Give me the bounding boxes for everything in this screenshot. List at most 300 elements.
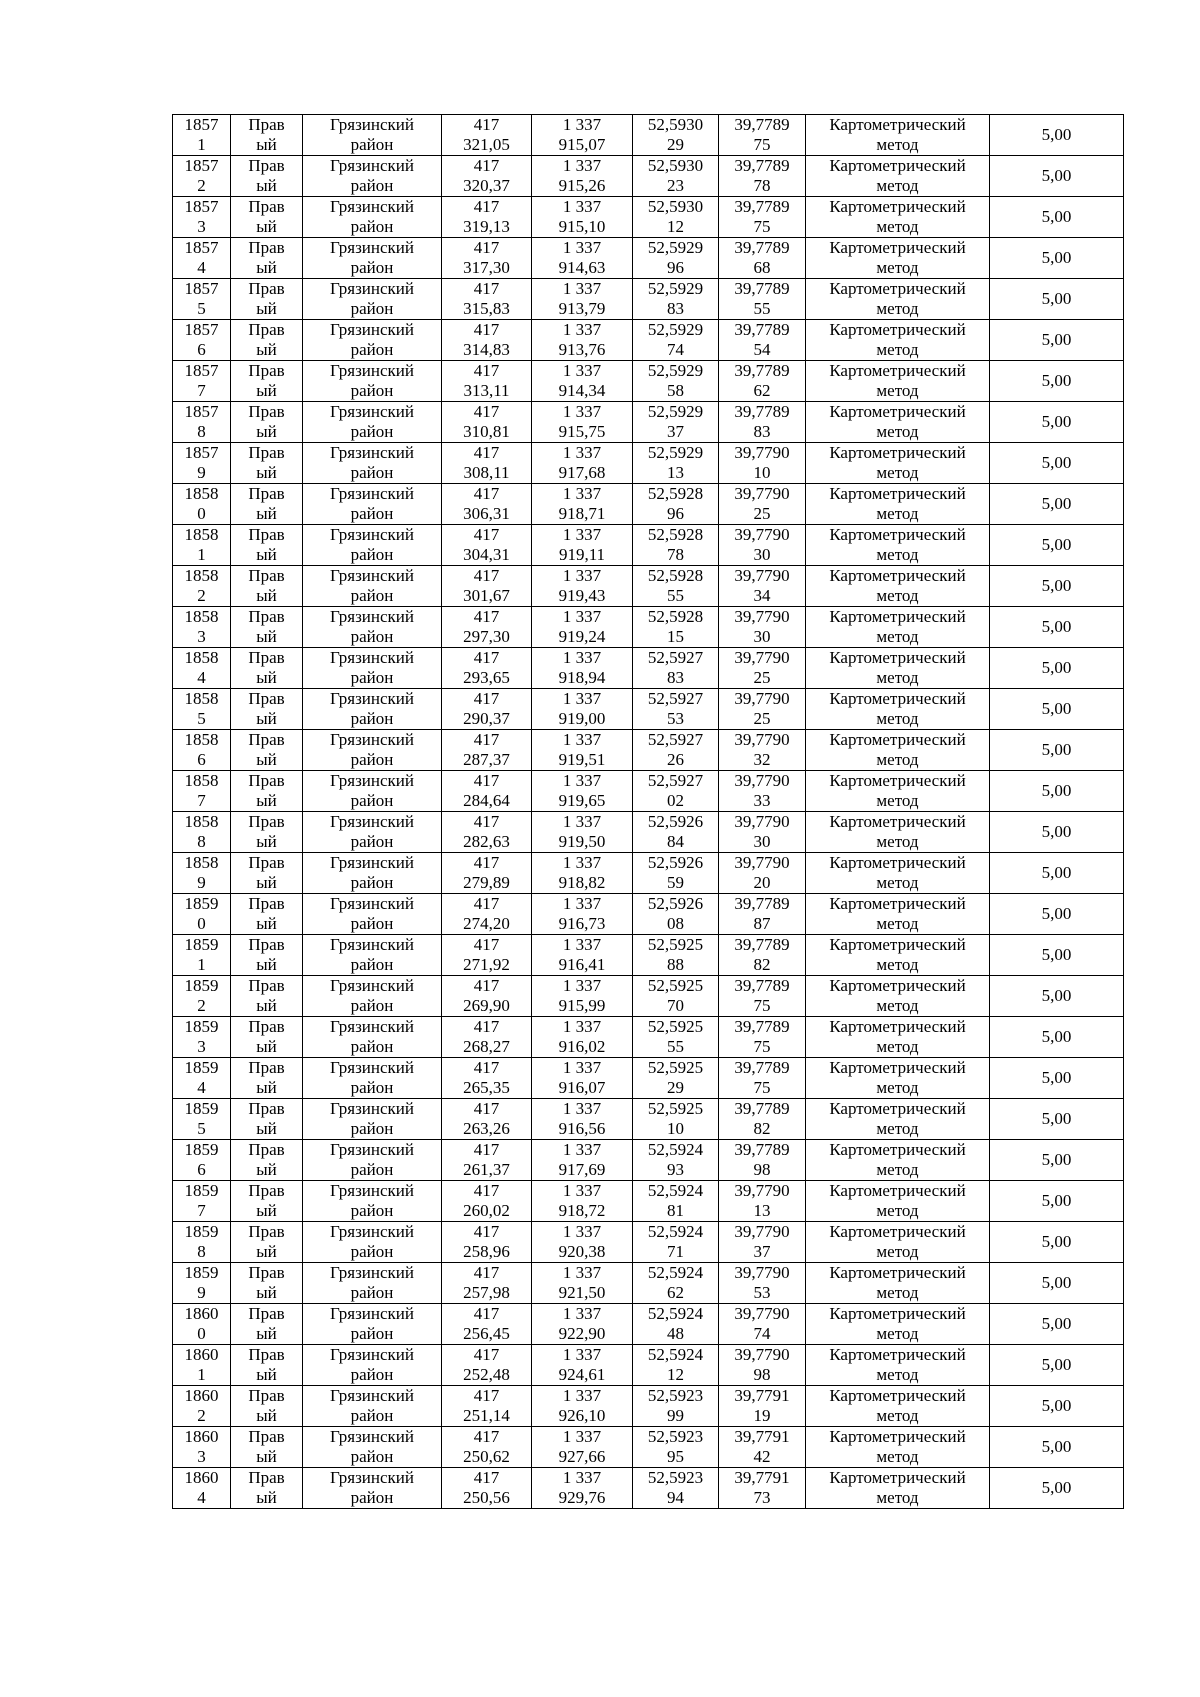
point-number-cell bbox=[173, 648, 231, 689]
x-coordinate-line: 297,30 bbox=[463, 627, 510, 646]
district-line: район bbox=[350, 299, 394, 318]
latitude-line: 52,5928 bbox=[647, 607, 704, 626]
point-number-cell bbox=[173, 115, 231, 156]
district-cell bbox=[303, 1386, 442, 1427]
table-row bbox=[173, 607, 1124, 648]
latitude-line: 52,5929 bbox=[647, 443, 704, 462]
bank-side-line: Прав bbox=[248, 1017, 285, 1036]
latitude-line: 52,5927 bbox=[647, 771, 704, 790]
district-cell bbox=[303, 156, 442, 197]
x-coordinate-cell bbox=[442, 976, 532, 1017]
method-line: метод bbox=[876, 340, 919, 359]
point-number-line: 1858 bbox=[184, 484, 219, 503]
latitude-cell bbox=[633, 443, 719, 484]
bank-side-cell bbox=[231, 115, 303, 156]
x-coordinate-line: 417 bbox=[473, 443, 500, 462]
x-coordinate-cell bbox=[442, 320, 532, 361]
district-line: район bbox=[350, 1365, 394, 1384]
y-coordinate-cell bbox=[532, 730, 633, 771]
y-coordinate-line: 913,76 bbox=[558, 340, 606, 359]
point-number-line: 1858 bbox=[184, 730, 219, 749]
district-cell bbox=[303, 115, 442, 156]
point-number-line: 4 bbox=[197, 258, 206, 277]
accuracy-cell: 5,00 bbox=[990, 976, 1124, 1017]
latitude-cell bbox=[633, 1427, 719, 1468]
x-coordinate-cell bbox=[442, 894, 532, 935]
method-line: Картометрический bbox=[829, 1099, 966, 1118]
latitude-line: 48 bbox=[667, 1324, 684, 1343]
longitude-line: 39,7791 bbox=[734, 1386, 790, 1405]
latitude-cell bbox=[633, 771, 719, 812]
longitude-line: 39,7789 bbox=[734, 1099, 790, 1118]
x-coordinate-line: 417 bbox=[473, 1345, 500, 1364]
x-coordinate-line: 417 bbox=[473, 771, 500, 790]
y-coordinate-cell bbox=[532, 1140, 633, 1181]
longitude-cell bbox=[719, 1058, 806, 1099]
point-number-cell bbox=[173, 361, 231, 402]
point-number-line: 1857 bbox=[184, 361, 219, 380]
latitude-cell bbox=[633, 1017, 719, 1058]
point-number-line: 1860 bbox=[184, 1468, 219, 1487]
longitude-line: 19 bbox=[753, 1406, 771, 1425]
point-number-line: 1859 bbox=[184, 1222, 219, 1241]
district-line: Грязинский bbox=[330, 1222, 414, 1241]
district-line: район bbox=[350, 504, 394, 523]
longitude-line: 78 bbox=[753, 176, 771, 195]
method-line: Картометрический bbox=[829, 197, 966, 216]
district-cell bbox=[303, 1304, 442, 1345]
point-number-line: 1858 bbox=[184, 607, 219, 626]
district-line: район bbox=[350, 832, 394, 851]
point-number-line: 3 bbox=[197, 627, 206, 646]
point-number-line: 1859 bbox=[184, 1263, 219, 1282]
latitude-line: 55 bbox=[667, 1037, 684, 1056]
y-coordinate-line: 1 337 bbox=[562, 1181, 602, 1200]
y-coordinate-line: 914,63 bbox=[558, 258, 606, 277]
district-line: район bbox=[350, 1242, 394, 1261]
x-coordinate-cell bbox=[442, 853, 532, 894]
y-coordinate-line: 1 337 bbox=[562, 566, 602, 585]
method-cell bbox=[806, 320, 990, 361]
bank-side-line: ый bbox=[256, 1201, 277, 1220]
accuracy-cell: 5,00 bbox=[990, 402, 1124, 443]
district-line: район bbox=[350, 750, 394, 769]
latitude-line: 12 bbox=[667, 217, 684, 236]
y-coordinate-line: 915,75 bbox=[558, 422, 606, 441]
latitude-cell bbox=[633, 607, 719, 648]
bank-side-line: ый bbox=[256, 1242, 277, 1261]
latitude-line: 52,5925 bbox=[647, 1099, 704, 1118]
x-coordinate-line: 251,14 bbox=[463, 1406, 510, 1425]
latitude-line: 52,5924 bbox=[647, 1140, 704, 1159]
table-row bbox=[173, 115, 1124, 156]
table-row bbox=[173, 1304, 1124, 1345]
point-number-line: 9 bbox=[197, 463, 206, 482]
latitude-line: 12 bbox=[667, 1365, 684, 1384]
bank-side-line: ый bbox=[256, 1406, 277, 1425]
latitude-cell bbox=[633, 648, 719, 689]
district-line: район bbox=[350, 1119, 394, 1138]
method-cell bbox=[806, 1304, 990, 1345]
x-coordinate-cell bbox=[442, 1345, 532, 1386]
x-coordinate-cell bbox=[442, 443, 532, 484]
bank-side-line: Прав bbox=[248, 689, 285, 708]
y-coordinate-line: 1 337 bbox=[562, 1345, 602, 1364]
x-coordinate-line: 417 bbox=[473, 566, 500, 585]
latitude-line: 74 bbox=[667, 340, 684, 359]
y-coordinate-line: 919,65 bbox=[558, 791, 606, 810]
latitude-cell bbox=[633, 197, 719, 238]
method-cell bbox=[806, 1058, 990, 1099]
longitude-line: 39,7790 bbox=[734, 730, 790, 749]
district-line: Грязинский bbox=[330, 238, 414, 257]
y-coordinate-line: 919,11 bbox=[558, 545, 606, 564]
latitude-line: 13 bbox=[667, 463, 684, 482]
longitude-line: 75 bbox=[753, 135, 771, 154]
longitude-line: 75 bbox=[753, 996, 771, 1015]
x-coordinate-cell bbox=[442, 771, 532, 812]
x-coordinate-line: 417 bbox=[473, 279, 500, 298]
x-coordinate-line: 321,05 bbox=[463, 135, 510, 154]
bank-side-cell bbox=[231, 1468, 303, 1509]
y-coordinate-line: 919,43 bbox=[558, 586, 606, 605]
method-line: метод bbox=[876, 1037, 919, 1056]
bank-side-line: Прав bbox=[248, 197, 285, 216]
y-coordinate-line: 915,99 bbox=[558, 996, 606, 1015]
accuracy-cell: 5,00 bbox=[990, 1468, 1124, 1509]
point-number-line: 1858 bbox=[184, 525, 219, 544]
point-number-line: 1859 bbox=[184, 976, 219, 995]
y-coordinate-cell bbox=[532, 1386, 633, 1427]
bank-side-line: ый bbox=[256, 1119, 277, 1138]
x-coordinate-line: 417 bbox=[473, 156, 500, 175]
accuracy-cell: 5,00 bbox=[990, 320, 1124, 361]
latitude-cell bbox=[633, 894, 719, 935]
longitude-cell bbox=[719, 1099, 806, 1140]
latitude-cell bbox=[633, 1304, 719, 1345]
district-line: Грязинский bbox=[330, 525, 414, 544]
bank-side-line: ый bbox=[256, 1447, 277, 1466]
latitude-line: 96 bbox=[667, 258, 684, 277]
point-number-line: 0 bbox=[197, 914, 206, 933]
latitude-line: 55 bbox=[667, 586, 684, 605]
district-line: район bbox=[350, 135, 394, 154]
x-coordinate-cell bbox=[442, 1304, 532, 1345]
latitude-line: 95 bbox=[667, 1447, 684, 1466]
bank-side-cell bbox=[231, 935, 303, 976]
bank-side-line: ый bbox=[256, 135, 277, 154]
bank-side-cell bbox=[231, 1140, 303, 1181]
point-number-line: 8 bbox=[197, 422, 206, 441]
accuracy-cell: 5,00 bbox=[990, 812, 1124, 853]
x-coordinate-line: 417 bbox=[473, 1222, 500, 1241]
district-line: Грязинский bbox=[330, 402, 414, 421]
y-coordinate-line: 1 337 bbox=[562, 402, 602, 421]
district-line: Грязинский bbox=[330, 1181, 414, 1200]
y-coordinate-line: 1 337 bbox=[562, 1263, 602, 1282]
longitude-line: 25 bbox=[753, 709, 771, 728]
x-coordinate-line: 417 bbox=[473, 1140, 500, 1159]
latitude-cell bbox=[633, 1181, 719, 1222]
method-line: метод bbox=[876, 504, 919, 523]
district-cell bbox=[303, 1263, 442, 1304]
latitude-cell bbox=[633, 525, 719, 566]
longitude-cell bbox=[719, 976, 806, 1017]
y-coordinate-line: 1 337 bbox=[562, 812, 602, 831]
longitude-line: 39,7789 bbox=[734, 1017, 790, 1036]
method-line: метод bbox=[876, 832, 919, 851]
x-coordinate-cell bbox=[442, 197, 532, 238]
x-coordinate-line: 315,83 bbox=[463, 299, 510, 318]
y-coordinate-line: 1 337 bbox=[562, 525, 602, 544]
point-number-cell bbox=[173, 894, 231, 935]
district-line: район bbox=[350, 791, 394, 810]
y-coordinate-cell bbox=[532, 1222, 633, 1263]
accuracy-cell: 5,00 bbox=[990, 730, 1124, 771]
method-line: метод bbox=[876, 217, 919, 236]
bank-side-line: ый bbox=[256, 1488, 277, 1507]
bank-side-line: Прав bbox=[248, 566, 285, 585]
method-line: метод bbox=[876, 586, 919, 605]
y-coordinate-cell bbox=[532, 320, 633, 361]
bank-side-line: Прав bbox=[248, 238, 285, 257]
bank-side-line: Прав bbox=[248, 115, 285, 134]
longitude-line: 75 bbox=[753, 1037, 771, 1056]
table-row bbox=[173, 1140, 1124, 1181]
y-coordinate-line: 1 337 bbox=[562, 607, 602, 626]
x-coordinate-cell bbox=[442, 1263, 532, 1304]
longitude-line: 30 bbox=[753, 627, 771, 646]
y-coordinate-line: 916,56 bbox=[558, 1119, 606, 1138]
latitude-cell bbox=[633, 935, 719, 976]
longitude-line: 87 bbox=[753, 914, 771, 933]
bank-side-line: Прав bbox=[248, 279, 285, 298]
y-coordinate-cell bbox=[532, 1058, 633, 1099]
x-coordinate-line: 417 bbox=[473, 361, 500, 380]
bank-side-cell bbox=[231, 1181, 303, 1222]
method-line: метод bbox=[876, 463, 919, 482]
longitude-line: 39,7789 bbox=[734, 197, 790, 216]
bank-side-cell bbox=[231, 443, 303, 484]
x-coordinate-cell bbox=[442, 1181, 532, 1222]
longitude-line: 32 bbox=[753, 750, 771, 769]
y-coordinate-line: 926,10 bbox=[558, 1406, 606, 1425]
y-coordinate-line: 1 337 bbox=[562, 1427, 602, 1446]
x-coordinate-line: 265,35 bbox=[463, 1078, 510, 1097]
point-number-line: 1857 bbox=[184, 320, 219, 339]
longitude-line: 62 bbox=[753, 381, 771, 400]
district-cell bbox=[303, 1222, 442, 1263]
table-row bbox=[173, 197, 1124, 238]
x-coordinate-line: 258,96 bbox=[463, 1242, 510, 1261]
y-coordinate-line: 1 337 bbox=[562, 1058, 602, 1077]
method-line: Картометрический bbox=[829, 894, 966, 913]
method-line: Картометрический bbox=[829, 812, 966, 831]
district-cell bbox=[303, 197, 442, 238]
method-cell bbox=[806, 1427, 990, 1468]
y-coordinate-cell bbox=[532, 402, 633, 443]
bank-side-line: Прав bbox=[248, 320, 285, 339]
coordinates-table bbox=[172, 114, 1124, 1509]
longitude-line: 39,7790 bbox=[734, 689, 790, 708]
district-cell bbox=[303, 402, 442, 443]
x-coordinate-line: 290,37 bbox=[463, 709, 510, 728]
latitude-line: 52,5924 bbox=[647, 1345, 704, 1364]
method-line: метод bbox=[876, 1365, 919, 1384]
latitude-line: 52,5924 bbox=[647, 1181, 704, 1200]
x-coordinate-cell bbox=[442, 484, 532, 525]
y-coordinate-line: 1 337 bbox=[562, 156, 602, 175]
x-coordinate-line: 279,89 bbox=[463, 873, 510, 892]
bank-side-line: Прав bbox=[248, 156, 285, 175]
point-number-cell bbox=[173, 1140, 231, 1181]
y-coordinate-cell bbox=[532, 648, 633, 689]
x-coordinate-cell bbox=[442, 730, 532, 771]
bank-side-cell bbox=[231, 279, 303, 320]
point-number-line: 1 bbox=[197, 955, 206, 974]
point-number-line: 2 bbox=[197, 996, 206, 1015]
y-coordinate-line: 918,72 bbox=[558, 1201, 606, 1220]
latitude-cell bbox=[633, 566, 719, 607]
y-coordinate-line: 1 337 bbox=[562, 484, 602, 503]
latitude-line: 10 bbox=[667, 1119, 684, 1138]
point-number-line: 1 bbox=[197, 1365, 206, 1384]
table-row bbox=[173, 320, 1124, 361]
latitude-line: 52,5930 bbox=[647, 156, 704, 175]
x-coordinate-line: 301,67 bbox=[463, 586, 510, 605]
method-cell bbox=[806, 1140, 990, 1181]
point-number-cell bbox=[173, 1304, 231, 1345]
latitude-line: 52,5925 bbox=[647, 1017, 704, 1036]
accuracy-cell: 5,00 bbox=[990, 1304, 1124, 1345]
latitude-line: 52,5928 bbox=[647, 566, 704, 585]
latitude-cell bbox=[633, 1345, 719, 1386]
method-line: Картометрический bbox=[829, 156, 966, 175]
bank-side-cell bbox=[231, 525, 303, 566]
latitude-cell bbox=[633, 1386, 719, 1427]
latitude-line: 71 bbox=[667, 1242, 684, 1261]
point-number-cell bbox=[173, 402, 231, 443]
x-coordinate-line: 284,64 bbox=[463, 791, 510, 810]
point-number-line: 9 bbox=[197, 873, 206, 892]
district-cell bbox=[303, 525, 442, 566]
y-coordinate-cell bbox=[532, 1427, 633, 1468]
bank-side-line: Прав bbox=[248, 853, 285, 872]
longitude-cell bbox=[719, 689, 806, 730]
point-number-line: 1 bbox=[197, 545, 206, 564]
accuracy-cell: 5,00 bbox=[990, 894, 1124, 935]
latitude-line: 26 bbox=[667, 750, 684, 769]
table-row bbox=[173, 566, 1124, 607]
x-coordinate-line: 263,26 bbox=[463, 1119, 510, 1138]
method-line: метод bbox=[876, 299, 919, 318]
bank-side-line: ый bbox=[256, 1160, 277, 1179]
longitude-line: 20 bbox=[753, 873, 771, 892]
latitude-line: 52,5930 bbox=[647, 115, 704, 134]
accuracy-cell: 5,00 bbox=[990, 1058, 1124, 1099]
bank-side-line: ый bbox=[256, 1283, 277, 1302]
point-number-line: 7 bbox=[197, 381, 206, 400]
x-coordinate-line: 417 bbox=[473, 238, 500, 257]
x-coordinate-line: 417 bbox=[473, 1181, 500, 1200]
x-coordinate-line: 417 bbox=[473, 1386, 500, 1405]
point-number-cell bbox=[173, 197, 231, 238]
bank-side-line: ый bbox=[256, 791, 277, 810]
bank-side-cell bbox=[231, 812, 303, 853]
point-number-line: 1859 bbox=[184, 1181, 219, 1200]
bank-side-cell bbox=[231, 1017, 303, 1058]
table-row bbox=[173, 238, 1124, 279]
latitude-line: 52,5923 bbox=[647, 1386, 704, 1405]
longitude-line: 13 bbox=[753, 1201, 771, 1220]
latitude-line: 52,5929 bbox=[647, 279, 704, 298]
longitude-line: 33 bbox=[753, 791, 771, 810]
longitude-line: 39,7789 bbox=[734, 238, 790, 257]
y-coordinate-line: 1 337 bbox=[562, 115, 602, 134]
point-number-line: 0 bbox=[197, 504, 206, 523]
x-coordinate-line: 417 bbox=[473, 1427, 500, 1446]
x-coordinate-line: 250,62 bbox=[463, 1447, 510, 1466]
longitude-line: 39,7790 bbox=[734, 1263, 790, 1282]
longitude-line: 73 bbox=[753, 1488, 771, 1507]
latitude-line: 52,5923 bbox=[647, 1468, 704, 1487]
point-number-line: 9 bbox=[197, 1283, 206, 1302]
latitude-line: 59 bbox=[667, 873, 684, 892]
method-cell bbox=[806, 935, 990, 976]
latitude-line: 52,5925 bbox=[647, 1058, 704, 1077]
latitude-line: 52,5926 bbox=[647, 812, 704, 831]
point-number-line: 1860 bbox=[184, 1304, 219, 1323]
longitude-cell bbox=[719, 1345, 806, 1386]
y-coordinate-line: 919,24 bbox=[558, 627, 606, 646]
accuracy-cell: 5,00 bbox=[990, 361, 1124, 402]
latitude-cell bbox=[633, 976, 719, 1017]
table-row bbox=[173, 279, 1124, 320]
longitude-cell bbox=[719, 279, 806, 320]
method-line: Картометрический bbox=[829, 402, 966, 421]
bank-side-cell bbox=[231, 607, 303, 648]
y-coordinate-line: 1 337 bbox=[562, 1017, 602, 1036]
bank-side-line: ый bbox=[256, 217, 277, 236]
bank-side-line: Прав bbox=[248, 1222, 285, 1241]
point-number-line: 1860 bbox=[184, 1427, 219, 1446]
point-number-line: 1858 bbox=[184, 812, 219, 831]
latitude-line: 84 bbox=[667, 832, 684, 851]
method-line: Картометрический bbox=[829, 566, 966, 585]
longitude-cell bbox=[719, 484, 806, 525]
point-number-line: 1859 bbox=[184, 1058, 219, 1077]
district-line: район bbox=[350, 1078, 394, 1097]
bank-side-line: ый bbox=[256, 1365, 277, 1384]
latitude-cell bbox=[633, 1140, 719, 1181]
latitude-line: 37 bbox=[667, 422, 684, 441]
point-number-line: 4 bbox=[197, 1488, 206, 1507]
longitude-line: 42 bbox=[753, 1447, 771, 1466]
method-line: метод bbox=[876, 791, 919, 810]
y-coordinate-cell bbox=[532, 197, 633, 238]
bank-side-line: Прав bbox=[248, 1386, 285, 1405]
table-row bbox=[173, 525, 1124, 566]
method-cell bbox=[806, 115, 990, 156]
point-number-line: 1857 bbox=[184, 279, 219, 298]
point-number-cell bbox=[173, 443, 231, 484]
latitude-line: 52,5930 bbox=[647, 197, 704, 216]
district-cell bbox=[303, 238, 442, 279]
longitude-cell bbox=[719, 771, 806, 812]
latitude-cell bbox=[633, 1222, 719, 1263]
method-cell bbox=[806, 238, 990, 279]
y-coordinate-line: 914,34 bbox=[558, 381, 606, 400]
